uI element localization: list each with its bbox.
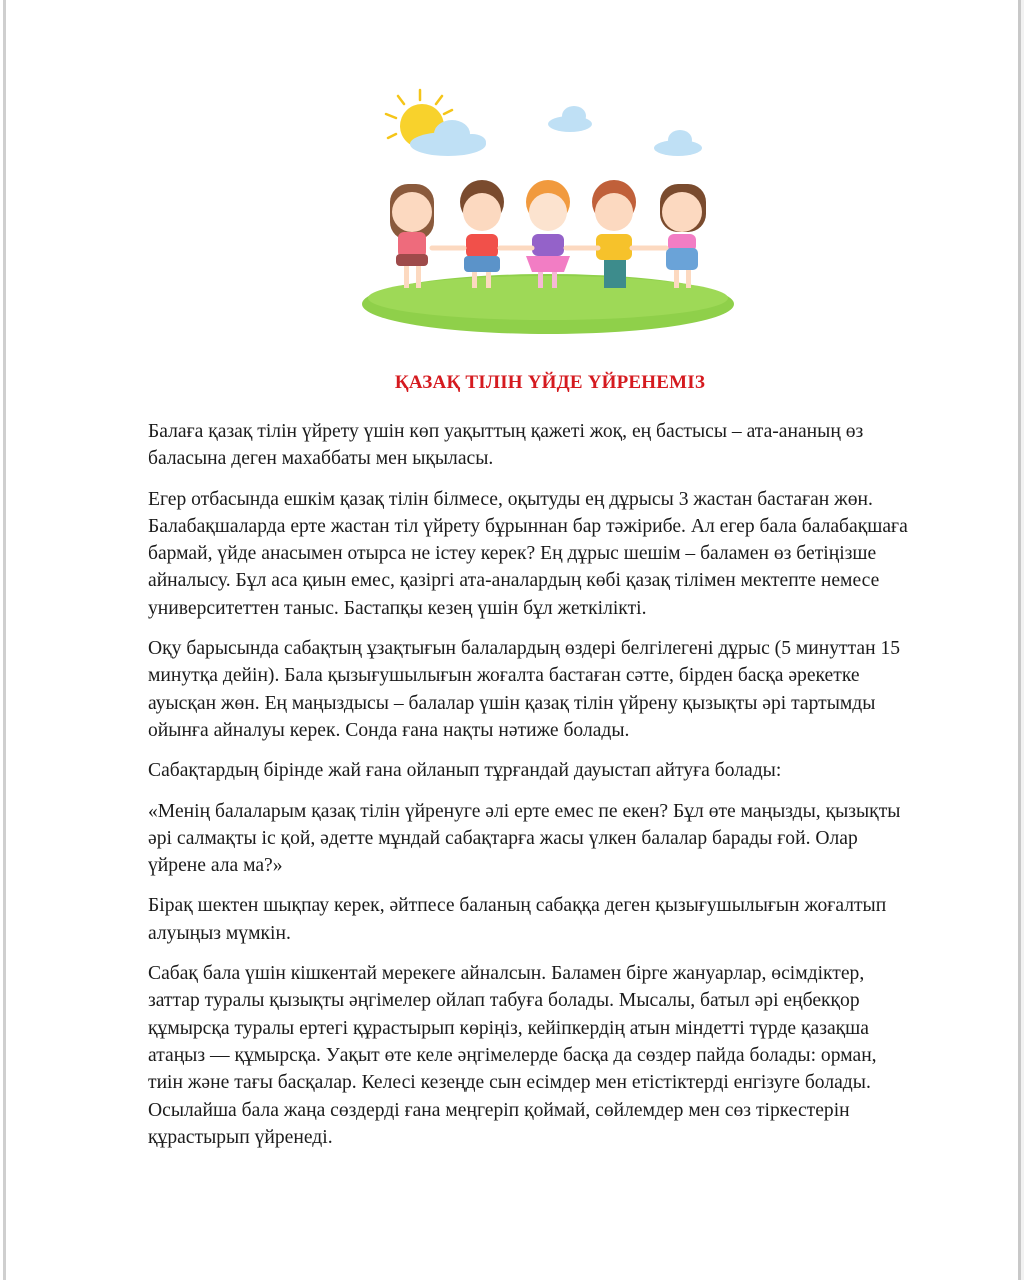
paragraph-2 <box>148 486 968 622</box>
text-line: Балабақшаларда ерте жастан тіл үйрету бұрыннан бар тәжірибе. Ал егер бала балабақшаға <box>148 515 908 537</box>
child-2 <box>460 180 504 288</box>
text-line: ауысқан жөн. Ең маңыздысы – балалар үшін қазақ тілін үйрену қызықты әрі тартымды <box>148 692 876 714</box>
paragraph-4 <box>148 757 968 784</box>
text-line: университеттен таныс. Бастапқы кезең үшін бұл жеткілікті. <box>148 597 647 619</box>
child-3 <box>526 180 570 288</box>
paragraph-1 <box>148 418 968 473</box>
child-1 <box>390 184 434 288</box>
text-line: әрі салмақты іс қой, әдетте мұндай сабақтарға жасы үлкен балалар барады ғой. Олар <box>148 827 858 849</box>
text-line: атаңыз — құмырсқа. Уақыт өте келе әңгімелерде басқа да сөздер пайда болады: орман, <box>148 1044 877 1066</box>
paragraph-6 <box>148 892 968 947</box>
cloud-icon <box>548 106 592 132</box>
paragraph-7 <box>148 960 968 1151</box>
cloud-icon <box>654 130 702 156</box>
text-line: бармай, үйде анасымен отырса не істеу керек? Ең дұрыс шешім – баламен өз бетіңізше <box>148 543 877 565</box>
text-line: тиін және тағы басқалар. Келесі кезеңде сын есімдер мен етістіктерді енгізуге болады. <box>148 1072 871 1094</box>
text-line: «Менің балаларым қазақ тілін үйренуге әлі ерте емес пе екен? Бұл өте маңызды, қызықты <box>148 800 901 822</box>
children-illustration <box>360 84 740 340</box>
paragraph-5-quote <box>148 798 968 880</box>
text-line: ойынға айналуы керек. Сонда ғана нақты нәтиже болады. <box>148 719 630 741</box>
text-line: Балаға қазақ тілін үйрету үшін көп уақыттың қажеті жоқ, ең бастысы – ата-ананың өз <box>148 421 864 442</box>
text-line: Егер отбасында ешкім қазақ тілін білмесе, оқытуды ең дұрысы 3 жастан бастаған жөн. <box>148 488 873 510</box>
text-line: Сабақ бала үшін кішкентай мерекеге айналсын. Баламен бірге жануарлар, өсімдіктер, <box>148 963 865 985</box>
text-line: минутқа дейін). Бала қызығушылығын жоғалта бастаған сәтте, бірден басқа әрекетке <box>148 665 860 687</box>
text-line: құмырсқа туралы ертегі құрастырып көріңіз, кейіпкердің атын міндетті түрде қазақша <box>148 1017 869 1039</box>
document-body <box>148 418 968 1164</box>
text-line: баласына деген махаббаты мен ықыласы. <box>148 448 494 470</box>
paragraph-3 <box>148 635 968 744</box>
text-line: үйрене ала ма?» <box>148 855 283 877</box>
text-line: Сабақтардың бірінде жай ғана ойланып тұрғандай дауыстап айтуға болады: <box>148 760 782 782</box>
text-line: Бірақ шектен шықпау керек, әйтпесе баланың сабаққа деген қызығушылығын жоғалтып <box>148 895 887 917</box>
child-4 <box>592 180 636 288</box>
text-line: Осылайша бала жаңа сөздерді ғана меңгеріп қоймай, сөйлемдер мен сөз тіркестерін <box>148 1099 850 1121</box>
page-edge-left <box>3 0 6 1280</box>
text-line: құрастырып үйренеді. <box>148 1126 333 1148</box>
document-title: ҚАЗАҚ ТІЛІН ҮЙДЕ ҮЙРЕНЕМІЗ <box>394 372 706 393</box>
text-line: алуыңыз мүмкін. <box>148 922 291 944</box>
text-line: айналысу. Бұл аса қиын емес, қазіргі ата-аналардың көбі қазақ тілімен мектепте немесе <box>148 570 880 592</box>
text-line: заттар туралы қызықты әңгімелер ойлап табуға болады. Мысалы, батыл әрі еңбекқор <box>148 990 860 1012</box>
text-line: Оқу барысында сабақтың ұзақтығын балалардың өздері белгілегені дұрыс (5 минуттан 15 <box>148 638 901 660</box>
child-5 <box>660 184 706 288</box>
